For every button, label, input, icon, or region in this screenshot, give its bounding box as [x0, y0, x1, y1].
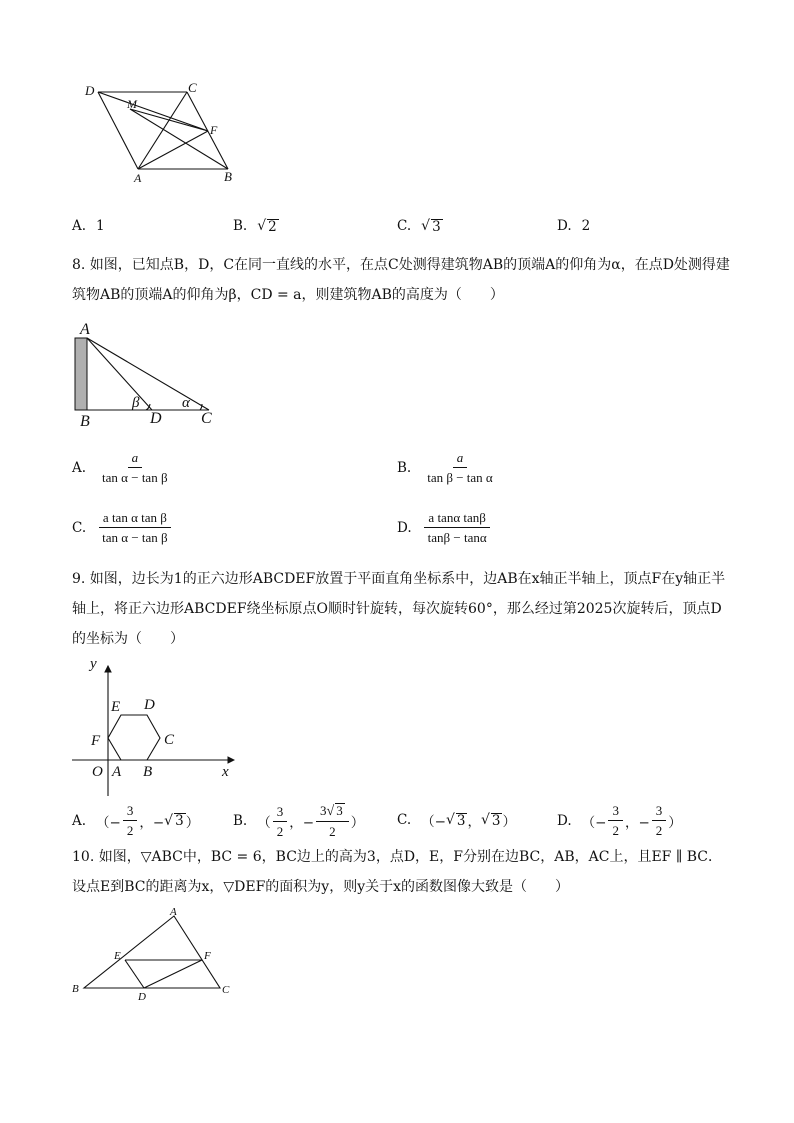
q9-label-f: F: [91, 733, 101, 749]
q8-text: 8. 如图，已知点B，D，C在同一直线的水平，在点C处测得建筑物AB的顶端A的仰角为α，在点D处测得建筑物AB的顶端A的仰角为β，CD = a，则建筑物AB的高度为（ ）: [72, 257, 730, 303]
q8-option-d-letter: D.: [397, 519, 412, 536]
q9-label-b: B: [143, 764, 153, 780]
q7-label-f: F: [210, 123, 218, 137]
q10-text: 10. 如图，▽ABC中，BC = 6，BC边上的高为3，点D，E，F分别在边BC，AB，AC上，且EF ∥ BC．设点E到BC的距离为x，▽DEF的面积为y，则y关于x的函数图像大致是（ ）: [72, 849, 723, 895]
q8-label-beta: β: [132, 395, 140, 411]
q8-option-c-letter: C.: [72, 519, 87, 536]
q7-option-d[interactable]: [557, 218, 590, 234]
q9-option-d-fraction-1-den: 2: [612, 823, 619, 838]
q9-option-d-separator: ，−: [624, 814, 650, 831]
sqrt-symbol-icon: √: [480, 812, 490, 828]
q8-option-a-letter: A.: [72, 459, 87, 476]
q9-label-y: y: [90, 656, 97, 672]
q9-option-c-root-1: 3: [456, 812, 466, 829]
q9-option-d-fraction-2-den: 2: [655, 823, 663, 838]
q7-label-m: M: [127, 97, 137, 111]
q10-figure: [68, 904, 248, 1004]
q9-option-c-root-2: 3: [491, 812, 501, 829]
q8-label-d: D: [150, 410, 162, 427]
q9-option-b-fraction-1-num: 3: [273, 804, 288, 822]
q7-option-a-letter: A.: [72, 218, 87, 234]
sqrt-symbol-icon: √: [257, 218, 267, 234]
q10-label-a: A: [170, 906, 177, 918]
q9-option-b-open: （: [257, 815, 271, 831]
q9-option-a[interactable]: [72, 803, 199, 838]
q8-label-a: A: [80, 321, 90, 338]
q9-option-b-close: ）: [350, 815, 365, 831]
q9-label-o: O: [92, 764, 103, 780]
q9-option-a-close: ）: [185, 814, 200, 831]
q8-option-b[interactable]: [397, 450, 499, 485]
q8-figure: [66, 318, 226, 430]
q9-option-c-separator: ，: [467, 814, 481, 830]
q8-option-b-fraction: [423, 450, 497, 485]
q7-option-b-letter: B.: [233, 218, 248, 234]
q8-label-b: B: [80, 413, 90, 430]
q10-label-c: C: [222, 984, 230, 996]
q9-option-d-letter: D.: [557, 812, 572, 829]
q9-option-a-open: （−: [96, 814, 121, 831]
q9-option-b-fraction-1-den: 2: [276, 823, 284, 839]
q9-option-b[interactable]: [233, 803, 364, 839]
q9-option-d-fraction-1-num: 3: [608, 803, 623, 821]
q7-label-a: A: [134, 171, 142, 185]
q8-option-d-fraction: [424, 510, 491, 545]
q9-option-c-letter: C.: [397, 812, 412, 828]
q9-option-b-separator: ，−: [289, 815, 315, 831]
q7-figure: [80, 80, 250, 190]
q7-option-c-value: 3: [432, 218, 441, 235]
q8-option-d-denominator: tanβ − tanα: [427, 530, 487, 545]
q9-figure: [68, 654, 248, 804]
q8-option-b-letter: B.: [397, 459, 412, 476]
q7-option-d-letter: D.: [557, 218, 572, 234]
q9-option-b-fraction-2-root: 3: [336, 803, 343, 818]
q10-label-e: E: [114, 950, 121, 962]
q9-option-d-fraction-1: [608, 803, 623, 838]
q9-option-b-fraction-2: [316, 803, 349, 839]
sqrt-symbol-icon: √: [421, 218, 431, 234]
q9-option-b-letter: B.: [233, 813, 248, 829]
q9-option-a-separator: ，−: [139, 814, 165, 831]
q7-option-d-value: 2: [581, 218, 591, 234]
q8-option-c-numerator: a tan α tan β: [99, 510, 171, 528]
q9-option-d-fraction-2: [652, 803, 667, 838]
q9-option-c-open: （−: [421, 814, 446, 830]
q7-option-c-letter: C.: [397, 218, 412, 234]
sqrt-symbol-icon: √: [445, 812, 455, 828]
q9-option-a-fraction-num: 3: [123, 803, 138, 821]
q9-option-d[interactable]: [557, 803, 682, 838]
q9-label-c: C: [164, 732, 175, 748]
q7-option-a[interactable]: [72, 218, 105, 234]
q9-option-c-close: ）: [502, 814, 516, 830]
q9-label-d: D: [144, 697, 155, 713]
q9-option-a-fraction: [123, 803, 138, 838]
q9-label-x: x: [222, 764, 229, 780]
q7-option-a-value: 1: [96, 218, 105, 234]
q9-label-a: A: [112, 764, 122, 780]
q8-option-a-numerator: a: [128, 450, 143, 468]
q8-option-a[interactable]: [72, 450, 174, 485]
q9-label-e: E: [111, 699, 121, 715]
q7-option-b[interactable]: [233, 218, 279, 234]
q9-option-b-fraction-2-lead: 3: [320, 803, 327, 818]
q7-label-c: C: [188, 80, 197, 95]
q8-option-c-fraction: [98, 510, 172, 545]
q8-option-c[interactable]: [72, 510, 174, 545]
sqrt-symbol-icon: √: [326, 804, 335, 819]
q9-option-a-letter: A.: [72, 812, 87, 829]
q7-option-b-value: 2: [268, 218, 277, 235]
q10-label-d: D: [138, 991, 146, 1003]
q8-option-a-denominator: tan α − tan β: [102, 470, 168, 485]
q9-option-d-fraction-2-num: 3: [652, 803, 667, 821]
q9-option-d-close: ）: [668, 814, 682, 831]
q7-option-c[interactable]: [397, 218, 443, 234]
q9-option-b-fraction-2-num: [316, 803, 349, 822]
q10-label-f: F: [204, 950, 211, 962]
q9-option-c[interactable]: [397, 810, 516, 830]
q9-option-b-fraction-2-den: 2: [329, 824, 336, 839]
q8-option-a-fraction: [98, 450, 172, 485]
q9-option-a-fraction-den: 2: [126, 823, 134, 838]
q8-label-c: C: [201, 410, 212, 427]
q7-label-b: B: [224, 169, 232, 184]
sqrt-symbol-icon: √: [164, 812, 174, 829]
q10-label-b: B: [72, 983, 79, 995]
q8-option-d-numerator: a tanα tanβ: [424, 510, 489, 528]
q9-option-a-root: 3: [175, 813, 184, 829]
q8-label-alpha: α: [182, 395, 190, 411]
q9-text: 9. 如图，边长为1的正六边形ABCDEF放置于平面直角坐标系中，边AB在x轴正半轴上，顶点F在y轴正半轴上，将正六边形ABCDEF绕坐标原点O顺时针旋转，每次旋转60°，那么经过第2025次旋转后，顶点D的坐标为（ ）: [72, 571, 726, 647]
q7-label-d: D: [85, 83, 95, 98]
q8-option-b-denominator: tan β − tan α: [427, 470, 493, 485]
q8-option-c-denominator: tan α − tan β: [102, 530, 168, 545]
q9-option-d-open: （−: [581, 814, 607, 831]
q8-option-b-numerator: a: [453, 450, 468, 468]
q9-option-b-fraction-1: [273, 804, 288, 839]
q8-option-d[interactable]: [397, 510, 493, 545]
